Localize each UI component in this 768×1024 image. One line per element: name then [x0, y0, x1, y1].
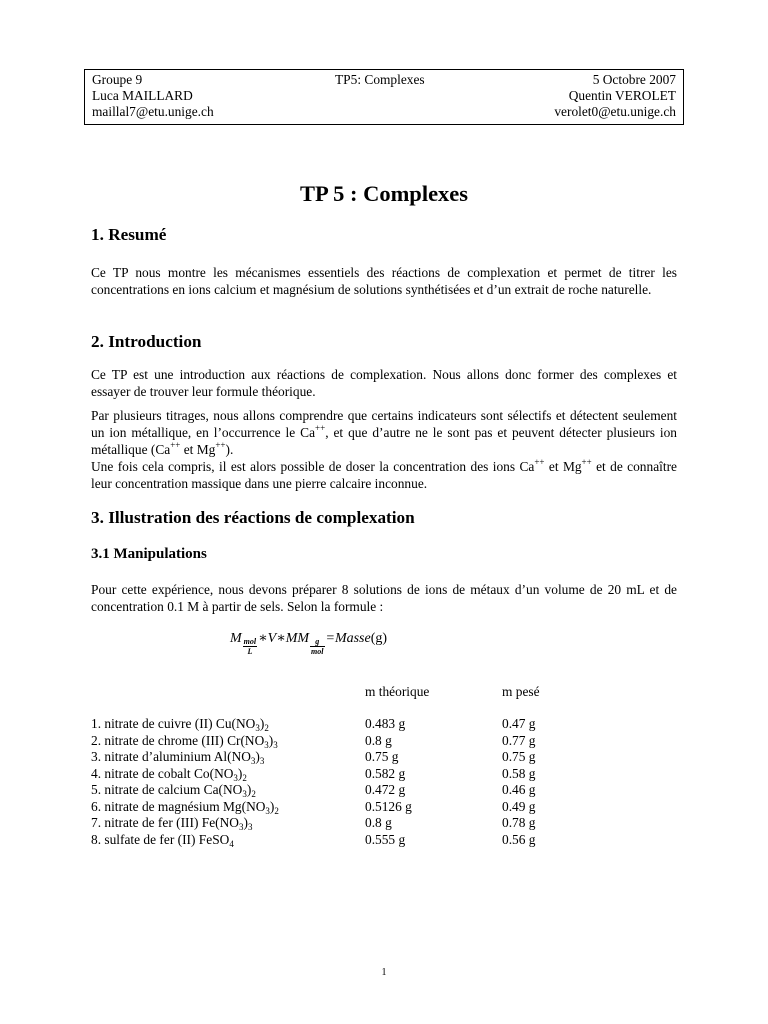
document-header [84, 69, 684, 125]
header-row-1 [92, 72, 676, 88]
header-row-2 [92, 88, 676, 104]
intro-paragraph-2: Par plusieurs titrages, nous allons comprendre que certains indicateurs sont sélectifs et détectent seulement un ion métallique, en l’occurrence le Ca++, et que d’autre ne le sont pas et peuvent détecter plusieurs ion métallique (Ca++ et Mg++). [91, 408, 677, 457]
salt-name: 4. nitrate de cobalt $Co(NO_3)_2$ [91, 765, 247, 783]
salt-mass-table [91, 716, 691, 848]
table-row [91, 782, 691, 799]
mass-pese: 0.58 g [502, 765, 536, 781]
column-header-theorique: m théorique [365, 684, 430, 699]
author-1: Luca MAILLARD [92, 88, 193, 103]
mass-pese: 0.77 g [502, 732, 536, 748]
mass-theorique: 0.75 g [365, 749, 399, 764]
mass-pese: 0.47 g [502, 716, 536, 731]
mass-theorique: 0.472 g [365, 782, 406, 797]
manipulations-paragraph [91, 581, 677, 615]
mass-theorique: 0.5126 g [365, 798, 412, 814]
table-row [91, 766, 691, 783]
intro-paragraph-3: Une fois cela compris, il est alors possible de doser la concentration des ions Ca++ et Mg++ et de connaître leur concentration massique dans une pierre calcaire inconnue. [91, 457, 677, 491]
resume-text: Ce TP nous montre les mécanismes essentiels des réactions de complexation et permet de titrer les concentrations en ions calcium et magnésium de solutions synthétisées et d’un extrait de roche naturelle. [91, 265, 677, 297]
author-2: Quentin VEROLET [568, 88, 676, 103]
mass-theorique: 0.8 g [365, 732, 392, 748]
mass-theorique: 0.555 g [365, 831, 406, 847]
page-title: TP 5 : Complexes [299, 181, 469, 206]
table-row [91, 815, 691, 832]
formula-fraction-g-per-mol: $\frac{g}{\text{mol}}$ [311, 637, 324, 656]
tp-label: TP5: Complexes [335, 72, 425, 87]
email-2: verolet0@etu.unige.ch [554, 104, 676, 119]
formula-fraction-mol-per-l: $\frac{\text{mol}}{L}$ [243, 637, 257, 656]
mass-theorique: 0.8 g [365, 815, 392, 830]
mass-pese: 0.75 g [502, 749, 536, 764]
mass-pese: 0.46 g [502, 782, 536, 797]
intro-paragraph-1: Ce TP est une introduction aux réactions de complexation. Nous allons donc former des complexes et essayer de trouver leur formule théorique. [91, 367, 677, 399]
salt-name: 6. nitrate de magnésium $Mg(NO_3)_2$ [91, 798, 279, 816]
salt-name: 7. nitrate de fer (III) $Fe(NO_3)_3$ [91, 815, 253, 832]
page-number: 1 [381, 967, 387, 978]
manipulations-text: Pour cette expérience, nous devons préparer 8 solutions de ions de métaux d’un volume de 20 mL et de concentration 0.1 M à partir de sels. Selon la formule : [91, 582, 677, 614]
mass-formula: M $\frac{\text{mol}}{L}$ ∗V∗MM $\frac{g}{\text{mol}}$ =Masse(g) [230, 631, 388, 656]
date-label: 5 Octobre 2007 [592, 72, 676, 87]
table-row [91, 716, 691, 733]
subsection-heading-manipulations: 3.1 Manipulations [91, 546, 207, 562]
column-header-pese: m pesé [502, 684, 540, 699]
mass-pese: 0.56 g [502, 831, 536, 847]
mass-pese: 0.49 g [502, 798, 536, 814]
salt-name: 1. nitrate de cuivre (II) $Cu(NO_3)_2$ [91, 716, 269, 733]
table-row [91, 799, 691, 816]
mass-pese: 0.78 g [502, 815, 536, 830]
table-row [91, 733, 691, 750]
section-heading-resume: 1. Resumé [91, 225, 167, 244]
salt-name: 3. nitrate d’aluminium $Al(NO_3)_3$ [91, 749, 265, 766]
section-heading-introduction: 2. Introduction [91, 332, 202, 351]
resume-paragraph [91, 264, 677, 298]
section-heading-illustration: 3. Illustration des réactions de complexation [91, 508, 415, 527]
salt-name: 5. nitrate de calcium $Ca(NO_3)_2$ [91, 782, 256, 799]
introduction-paragraphs [91, 366, 677, 492]
group-label: Groupe 9 [92, 72, 143, 87]
header-row-3 [92, 104, 676, 120]
salt-name: 2. nitrate de chrome (III) $Cr(NO_3)_3$ [91, 732, 278, 750]
mass-theorique: 0.483 g [365, 716, 406, 731]
table-row [91, 749, 691, 766]
email-1: maillal7@etu.unige.ch [92, 104, 214, 119]
salt-name: 8. sulfate de fer (II) FeSO$_4$ [91, 831, 234, 849]
mass-theorique: 0.582 g [365, 765, 406, 781]
table-row [91, 832, 691, 849]
